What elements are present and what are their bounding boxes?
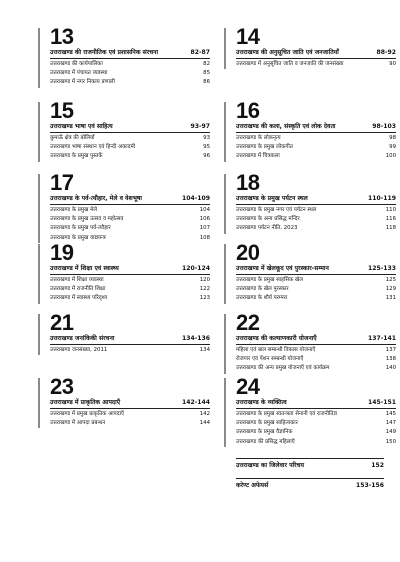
extra-entry[interactable]: [236, 478, 384, 489]
topic-item[interactable]: [236, 143, 396, 152]
topic-page: 140: [385, 365, 396, 372]
chapter-number: 13: [50, 24, 74, 49]
topic-label: उत्तराखण्ड में नगर निकाय प्रणाली: [50, 79, 115, 86]
topic-label: उत्तराखण्ड के प्रमुख उत्सव व महोत्सव: [50, 216, 124, 223]
topic-page: 90: [389, 60, 396, 67]
chapter-title: उत्तराखण्ड के पर्व-त्यौहार, मेले व वेशभूषा: [50, 195, 143, 202]
topic-list: [50, 204, 210, 243]
chapter-number: 15: [50, 98, 74, 123]
section-marker: [38, 378, 40, 428]
section-marker: [38, 244, 40, 304]
topic-page: 144: [199, 420, 210, 427]
topic-item[interactable]: [236, 346, 396, 355]
topic-page: 150: [385, 438, 396, 445]
topic-item[interactable]: [236, 419, 396, 428]
topic-list: [236, 408, 396, 447]
topic-label: उत्तराखण्ड में पंचायत व्यवस्था: [50, 70, 108, 77]
chapter-pages: 137-141: [368, 335, 396, 342]
chapter-title: उत्तराखण्ड जनांकिकी संरचना: [50, 335, 115, 342]
chapter-heading[interactable]: [236, 335, 396, 342]
topic-label: उत्तराखण्ड जनसंख्या, 2011: [50, 346, 108, 353]
topic-page: 86: [203, 79, 210, 86]
chapter-number: 14: [236, 24, 260, 49]
topic-label: उत्तराखण्ड के प्रमुख मेले: [50, 206, 97, 213]
chapter-pages: 110-119: [368, 195, 396, 202]
topic-list: [50, 58, 210, 88]
topic-item[interactable]: [236, 438, 396, 447]
topic-item[interactable]: [236, 224, 396, 233]
section-marker: [38, 314, 40, 355]
chapter-title: उत्तराखण्ड में शिक्षा एवं स्वास्थ्य: [50, 265, 119, 272]
chapter-section: [224, 26, 396, 69]
topic-label: महिला एवं बाल सम्बन्धी विकास योजनाएँ: [236, 346, 316, 353]
topic-page: 131: [385, 295, 396, 302]
chapter-number: 16: [236, 98, 260, 123]
chapter-section: [224, 172, 396, 234]
chapter-number: 23: [50, 374, 74, 399]
topic-page: 129: [385, 286, 396, 293]
chapter-pages: 134-136: [182, 335, 210, 342]
topic-item[interactable]: [50, 78, 210, 87]
chapter-pages: 104-109: [182, 195, 210, 202]
chapter-heading[interactable]: [50, 399, 210, 406]
chapter-title: उत्तराखण्ड के व्यक्तित्व: [236, 399, 287, 406]
chapter-title: उत्तराखण्ड की कला, संस्कृति एवं लोक देवता: [236, 123, 336, 130]
topic-item[interactable]: [50, 152, 210, 161]
topic-page: 95: [203, 144, 210, 151]
section-marker: [38, 174, 40, 243]
chapter-section: [224, 100, 396, 162]
chapter-heading[interactable]: [236, 49, 396, 56]
topic-page: 106: [199, 216, 210, 223]
chapter-pages: 98-103: [372, 123, 396, 130]
topic-page: 98: [389, 134, 396, 141]
topic-page: 134: [199, 346, 210, 353]
section-marker: [224, 378, 226, 447]
extra-title: करेण्ट अफेयर्स: [236, 482, 269, 489]
topic-item[interactable]: [50, 143, 210, 152]
topic-label: उत्तराखण्ड के प्रमुख साहित्यकार: [236, 420, 298, 427]
chapter-section: [38, 242, 210, 304]
topic-page: 149: [385, 429, 396, 436]
topic-page: 123: [199, 295, 210, 302]
topic-list: [236, 58, 396, 69]
topic-item[interactable]: [236, 355, 396, 364]
topic-label: उत्तराखण्ड के प्रमुख वाद्ययन्त्र: [50, 234, 106, 241]
topic-item[interactable]: [50, 346, 210, 355]
topic-page: 96: [203, 153, 210, 160]
topic-page: 104: [199, 206, 210, 213]
chapter-heading[interactable]: [50, 265, 210, 272]
chapter-number: 24: [236, 374, 260, 399]
chapter-section: [224, 312, 396, 374]
topic-item[interactable]: [236, 152, 396, 161]
topic-label: रोजगार एवं पेंशन सम्बन्धी योजनाएँ: [236, 356, 304, 363]
topic-item[interactable]: [236, 364, 396, 373]
topic-page: 122: [199, 286, 210, 293]
topic-label: उत्तराखण्ड भाषा संस्थान एवं हिन्दी अकादमी: [50, 144, 136, 151]
topic-label: उत्तराखण्ड में अनुसूचित जाति व जनजाति की जनसंख्या: [236, 60, 344, 67]
topic-page: 118: [385, 225, 396, 232]
chapter-heading[interactable]: [50, 335, 210, 342]
topic-item[interactable]: [50, 419, 210, 428]
chapter-section: [224, 242, 396, 304]
section-marker: [224, 174, 226, 234]
topic-item[interactable]: [50, 134, 210, 143]
chapter-heading[interactable]: [236, 195, 396, 202]
topic-label: उत्तराखण्ड के शौर्य परम्परा: [236, 295, 288, 302]
topic-item[interactable]: [50, 276, 210, 285]
topic-label: उत्तराखण्ड के प्रमुख पुस्तकें: [50, 153, 103, 160]
chapter-pages: 142-144: [182, 399, 210, 406]
section-marker: [224, 28, 226, 69]
topic-page: 145: [385, 410, 396, 417]
topic-label: उत्तराखण्ड की कार्यपालिका: [50, 60, 103, 67]
topic-label: उत्तराखण्ड में चित्रकला: [236, 153, 280, 160]
section-marker: [224, 102, 226, 162]
topic-page: 99: [389, 144, 396, 151]
extra-pages: 152: [371, 462, 384, 469]
chapter-section: [38, 100, 210, 162]
topic-item[interactable]: [236, 428, 396, 437]
topic-page: 82: [203, 60, 210, 67]
chapter-pages: 82-87: [190, 49, 210, 56]
topic-page: 108: [199, 234, 210, 241]
section-marker: [224, 244, 226, 304]
topic-label: उत्तराखण्ड के लोकनृत्य: [236, 134, 281, 141]
topic-label: उत्तराखण्ड में प्रमुख प्राकृतिक आपदाएँ: [50, 410, 124, 417]
topic-page: 107: [199, 225, 210, 232]
topic-list: [236, 274, 396, 304]
topic-label: उत्तराखण्ड में स्वास्थ्य परिदृश्य: [50, 295, 108, 302]
topic-list: [236, 344, 396, 374]
topic-list: [50, 344, 210, 355]
extra-pages: 153-156: [356, 482, 384, 489]
chapter-pages: 145-151: [368, 399, 396, 406]
topic-label: उत्तराखण्ड के खेल पुरस्कार: [236, 286, 289, 293]
chapter-section: [224, 376, 396, 447]
section-marker: [38, 28, 40, 88]
topic-label: कुमाऊँ क्षेत्र की बोलियाँ: [50, 134, 95, 141]
chapter-section: [38, 26, 210, 88]
chapter-heading[interactable]: [50, 123, 210, 130]
topic-page: 142: [199, 410, 210, 417]
topic-item[interactable]: [50, 224, 210, 233]
topic-label: उत्तराखण्ड की प्रसिद्ध महिलाएँ: [236, 438, 295, 445]
topic-page: 138: [385, 356, 396, 363]
chapter-title: उत्तराखण्ड में खेलकूद एवं पुरस्कार-सम्मान: [236, 265, 329, 272]
topic-item[interactable]: [50, 285, 210, 294]
chapter-title: उत्तराखण्ड की कल्याणकारी योजनाएँ: [236, 335, 317, 342]
chapter-heading[interactable]: [236, 123, 396, 130]
topic-label: उत्तराखण्ड में राजनीति शिक्षा: [50, 286, 106, 293]
topic-label: उत्तराखण्ड के अन्य प्रसिद्ध मन्दिर: [236, 216, 300, 223]
chapter-heading[interactable]: [236, 265, 396, 272]
topic-label: उत्तराखण्ड में शिक्षा व्यवस्था: [50, 276, 104, 283]
topic-label: उत्तराखण्ड के प्रमुख लोकगीत: [236, 144, 293, 151]
topic-item[interactable]: [236, 215, 396, 224]
topic-page: 116: [385, 216, 396, 223]
chapter-number: 18: [236, 170, 260, 195]
chapter-heading[interactable]: [50, 195, 210, 202]
chapter-pages: 93-97: [190, 123, 210, 130]
topic-label: उत्तराखण्ड पर्यटन नीति, 2023: [236, 225, 298, 232]
topic-item[interactable]: [236, 410, 396, 419]
section-marker: [38, 102, 40, 162]
chapter-number: 22: [236, 310, 260, 335]
topic-list: [50, 274, 210, 304]
topic-list: [50, 408, 210, 428]
topic-page: 85: [203, 70, 210, 77]
topic-page: 93: [203, 134, 210, 141]
topic-item[interactable]: [50, 294, 210, 303]
chapter-title: उत्तराखण्ड के प्रमुख पर्यटन स्थल: [236, 195, 308, 202]
chapter-title: उत्तराखण्ड की अनुसूचित जाति एवं जनजातियाँ: [236, 49, 339, 56]
topic-list: [236, 132, 396, 162]
topic-item[interactable]: [236, 134, 396, 143]
chapter-title: उत्तराखण्ड की राजनीतिक एवं प्रशासनिक संरचना: [50, 49, 159, 56]
topic-page: 147: [385, 420, 396, 427]
topic-list: [50, 132, 210, 162]
chapter-heading[interactable]: [50, 49, 210, 56]
topic-item[interactable]: [50, 69, 210, 78]
topic-page: 137: [385, 346, 396, 353]
topic-item[interactable]: [236, 294, 396, 303]
chapter-section: [38, 172, 210, 243]
topic-item[interactable]: [50, 206, 210, 215]
chapter-section: [38, 376, 210, 428]
topic-item[interactable]: [236, 206, 396, 215]
topic-page: 110: [385, 206, 396, 213]
chapter-pages: 120-124: [182, 265, 210, 272]
chapter-number: 17: [50, 170, 74, 195]
topic-label: उत्तराखण्ड के प्रमुख स्वतन्त्रता सेनानी एवं राजनीतिज्ञ: [236, 410, 337, 417]
chapter-section: [38, 312, 210, 355]
chapter-title: उत्तराखण्ड भाषा एवं साहित्य: [50, 123, 113, 130]
section-marker: [224, 314, 226, 374]
topic-item[interactable]: [236, 276, 396, 285]
topic-page: 120: [199, 276, 210, 283]
topic-label: उत्तराखण्ड के प्रमुख वैज्ञानिक: [236, 429, 293, 436]
topic-item[interactable]: [50, 410, 210, 419]
topic-item[interactable]: [236, 60, 396, 69]
topic-label: उत्तराखण्ड के प्रमुख पर्व-त्यौहार: [50, 225, 111, 232]
extra-title: उत्तराखण्ड का जिलेवार परिचय: [236, 462, 305, 469]
topic-item[interactable]: [50, 60, 210, 69]
chapter-number: 21: [50, 310, 74, 335]
chapter-number: 19: [50, 240, 74, 265]
topic-page: 125: [385, 276, 396, 283]
chapter-title: उत्तराखण्ड में प्राकृतिक आपदाएँ: [50, 399, 121, 406]
topic-page: 100: [385, 153, 396, 160]
chapter-number: 20: [236, 240, 260, 265]
topic-label: उत्तराखण्ड की अन्य प्रमुख योजनाएँ एवं कार्यक्रम: [236, 365, 330, 372]
topic-label: उत्तराखण्ड के प्रमुख नगर एवं पर्यटन स्थल: [236, 206, 317, 213]
chapter-heading[interactable]: [236, 399, 396, 406]
topic-label: उत्तराखण्ड के प्रमुख साहसिक खेल: [236, 276, 303, 283]
topic-item[interactable]: [50, 215, 210, 224]
chapter-pages: 88-92: [376, 49, 396, 56]
topic-item[interactable]: [236, 285, 396, 294]
extra-entry[interactable]: [236, 458, 384, 469]
topic-label: उत्तराखण्ड में आपदा प्रबन्धन: [50, 420, 106, 427]
topic-list: [236, 204, 396, 234]
chapter-pages: 125-133: [368, 265, 396, 272]
